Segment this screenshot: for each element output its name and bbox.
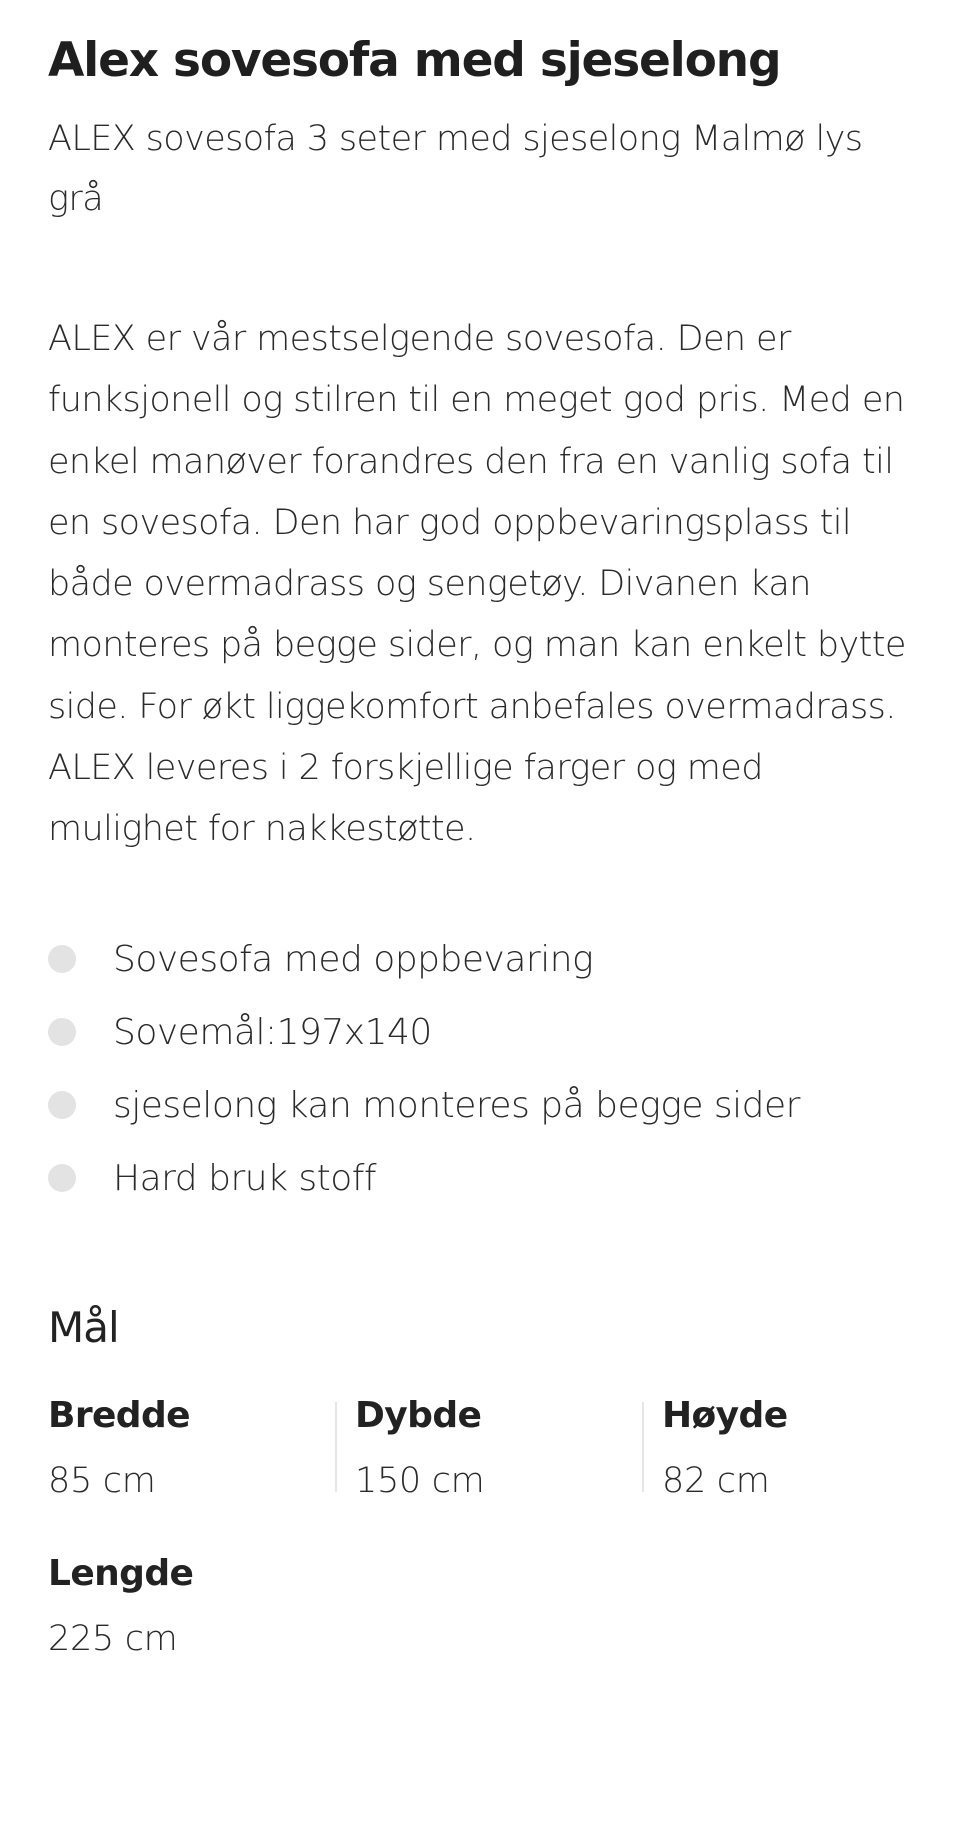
feature-list xyxy=(48,923,912,1215)
product-subtitle: ALEX sovesofa 3 seter med sjeselong Malmø lys grå xyxy=(48,119,863,219)
product-description: ALEX er vår mestselgende sovesofa. Den er funksjonell og stilren til en meget god pris. Med en enkel manøver forandres den fra en vanlig sofa til en sovesofa. Den har god oppbevaringsplass til både overmadrass og sengetøy. Divanen kan monteres på begge sider, og man kan enkelt bytte side. For økt liggekomfort anbefales overmadrass. ALEX leveres i 2 forskjellige farger og med mulighet for nakkestøtte. xyxy=(48,319,906,850)
dimension-value: 85 cm xyxy=(48,1460,156,1501)
dimension-value: 150 cm xyxy=(355,1460,485,1501)
list-item xyxy=(48,923,912,996)
bullet-icon xyxy=(48,1164,76,1192)
dimension-label: Bredde xyxy=(48,1394,190,1436)
dimension-value: 82 cm xyxy=(662,1460,770,1501)
bullet-icon xyxy=(48,1091,76,1119)
product-title: Alex sovesofa med sjeselong xyxy=(48,33,781,88)
dimension-depth xyxy=(355,1392,662,1512)
dimension-label: Dybde xyxy=(355,1394,482,1436)
list-item xyxy=(48,1069,912,1142)
dimension-value: 225 cm xyxy=(48,1618,178,1659)
feature-text: Sovemål:197x140 xyxy=(113,1011,432,1053)
bullet-icon xyxy=(48,945,76,973)
dimension-length xyxy=(48,1550,355,1670)
list-item xyxy=(48,996,912,1069)
dimensions-grid xyxy=(48,1392,912,1512)
feature-text: Hard bruk stoff xyxy=(113,1157,377,1199)
dimension-label: Høyde xyxy=(662,1394,788,1436)
bullet-icon xyxy=(48,1018,76,1046)
dimensions-heading: Mål xyxy=(48,1302,119,1352)
dimensions-grid-row2 xyxy=(48,1550,912,1670)
dimension-label: Lengde xyxy=(48,1552,194,1594)
dimension-width xyxy=(48,1392,355,1512)
dimension-height xyxy=(662,1392,922,1512)
feature-text: sjeselong kan monteres på begge sider xyxy=(113,1084,800,1126)
list-item xyxy=(48,1142,912,1215)
feature-text: Sovesofa med oppbevaring xyxy=(113,938,594,980)
